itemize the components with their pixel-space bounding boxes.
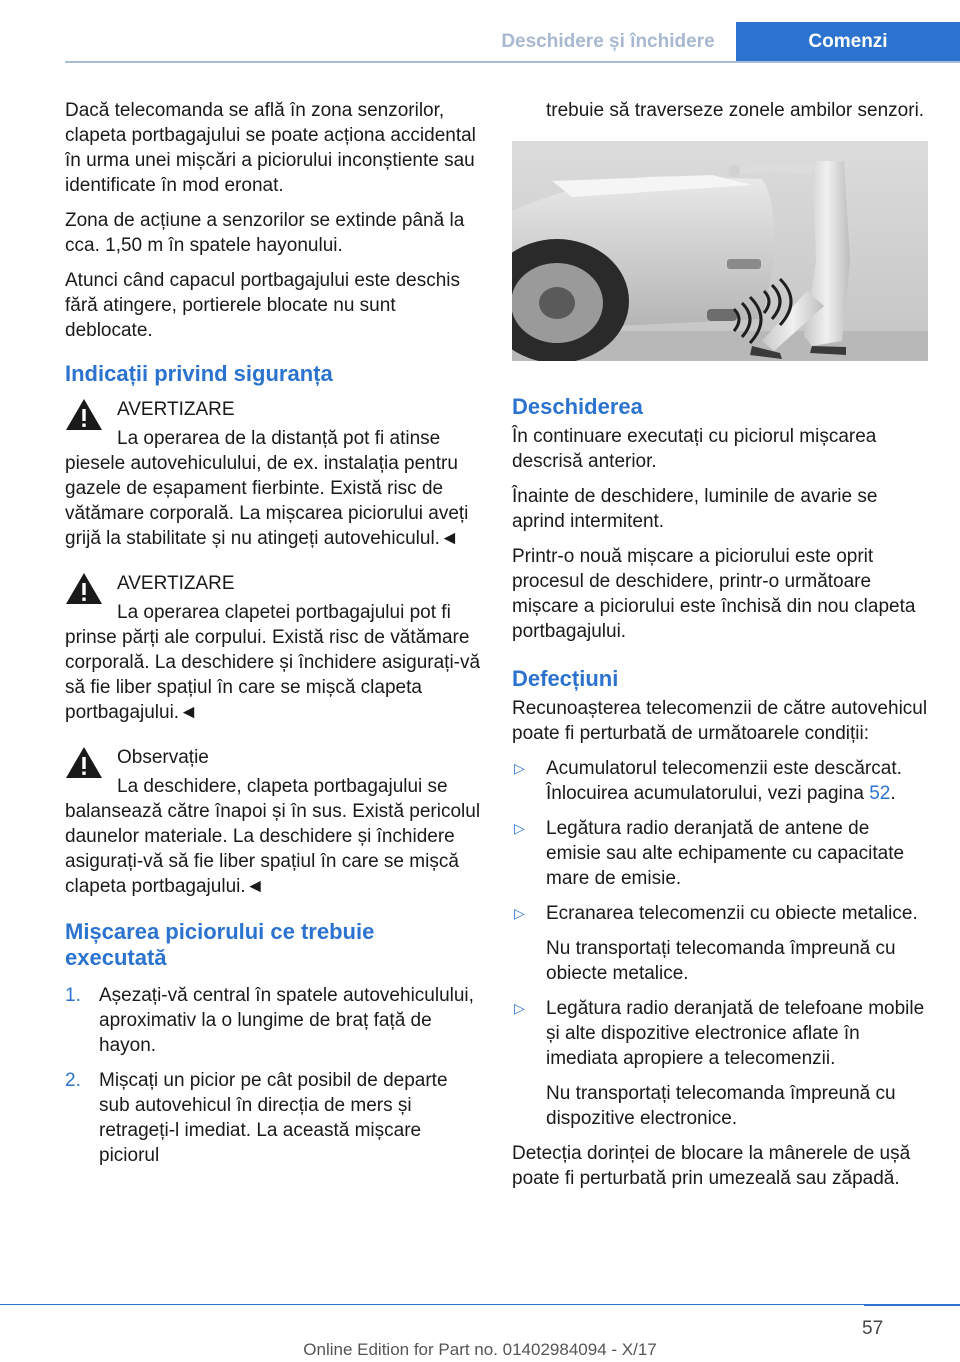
warning-label: AVERTIZARE bbox=[117, 573, 235, 594]
header-section-title: Deschidere și închidere bbox=[501, 31, 715, 52]
paragraph: Printr-o nouă mișcare a piciorului este oprit procesul de deschidere, printr-o următoare mișcare a piciorului este închisă din nou clapeta portbagajului. bbox=[512, 546, 916, 642]
warning-triangle-icon bbox=[65, 571, 103, 605]
heading-foot-motion: Mișcarea piciorului ce trebuie executată bbox=[65, 919, 375, 970]
bullet-text: Ecranarea telecomenzii cu obiecte metalice. bbox=[546, 903, 918, 924]
warning-triangle-icon bbox=[65, 745, 103, 779]
warning-triangle-icon bbox=[65, 397, 103, 431]
left-column bbox=[65, 98, 481, 1178]
warning-text: La operarea de la distanță pot fi atinse piesele autovehiculului, de ex. instalația pentru gazele de eșapament fierbinte. Există risc de vătămare corporală. La mișcarea piciorului aveți grijă la stabilitate și nu atingeți autovehiculul.◄ bbox=[65, 428, 469, 549]
header-chapter-tab: Comenzi bbox=[736, 22, 960, 62]
steps-list bbox=[65, 983, 481, 1168]
bullet-text: Acumulatorul telecomenzii este descărcat. Înlocuirea acumulatorului, vezi pagina bbox=[546, 758, 902, 804]
edition-note: Online Edition for Part no. 01402984094 - X/17 bbox=[303, 1340, 657, 1359]
bullet-subtext: Nu transportați telecomanda împreună cu obiecte metalice. bbox=[546, 938, 896, 984]
notice-block bbox=[65, 745, 481, 899]
heading-opening: Deschiderea bbox=[512, 394, 643, 419]
fault-list bbox=[512, 756, 928, 926]
list-item bbox=[512, 901, 928, 926]
footer-rule-accent bbox=[864, 1304, 960, 1306]
step-number: 1. bbox=[65, 985, 81, 1006]
paragraph: Atunci când capacul portbagajului este deschis fără atingere, portierele blocate nu sunt deblocate. bbox=[65, 270, 461, 341]
warning-block bbox=[65, 571, 481, 725]
notice-label: Observație bbox=[117, 747, 209, 768]
bullet-triangle-icon: ▷ bbox=[514, 1000, 525, 1016]
list-item bbox=[65, 983, 481, 1058]
step-number: 2. bbox=[65, 1070, 81, 1091]
warning-label: AVERTIZARE bbox=[117, 399, 235, 420]
paragraph: Dacă telecomanda se află în zona senzorilor, clapeta portbagajului se poate acționa accidental în urma unei mișcări a piciorului inconștiente sau identificate în mod eronat. bbox=[65, 100, 476, 196]
heading-faults: Defecțiuni bbox=[512, 666, 619, 691]
list-item bbox=[512, 756, 928, 806]
bullet-subtext: Nu transportați telecomanda împreună cu dispozitive electronice. bbox=[546, 1083, 896, 1129]
bullet-text: Legătura radio deranjată de antene de emisie sau alte echipamente cu capacitate mare de emisie. bbox=[546, 818, 905, 889]
paragraph: Zona de acțiune a senzorilor se extinde până la cca. 1,50 m în spatele hayonului. bbox=[65, 210, 465, 256]
foot-gesture-illustration bbox=[512, 141, 928, 361]
bullet-triangle-icon: ▷ bbox=[514, 820, 525, 836]
step-text: Așezați-vă central în spatele autovehiculului, aproximativ la o lungime de braț față de hayon. bbox=[99, 985, 474, 1056]
step-text: Mișcați un picior pe cât posibil de departe sub autovehicul în direcția de mers și retrageți-l imediat. La această mișcare piciorul bbox=[99, 1070, 448, 1166]
bullet-text-end: . bbox=[890, 783, 896, 804]
paragraph: În continuare executați cu piciorul mișcarea descrisă anterior. bbox=[512, 426, 877, 472]
paragraph: Detecția dorinței de blocare la mânerele de ușă poate fi perturbată prin umezeală sau zăpadă. bbox=[512, 1143, 911, 1189]
warning-block bbox=[65, 397, 481, 551]
bullet-triangle-icon: ▷ bbox=[514, 905, 525, 921]
paragraph: Recunoașterea telecomenzii de către autovehicul poate fi perturbată de următoarele condiții: bbox=[512, 698, 928, 744]
page-link[interactable]: 52 bbox=[869, 783, 891, 804]
bullet-text: Legătura radio deranjată de telefoane mobile și alte dispozitive electronice aflate în imediata apropiere a telecomenzii. bbox=[546, 998, 925, 1069]
header-rule bbox=[65, 61, 960, 63]
heading-safety: Indicații privind siguranța bbox=[65, 361, 333, 386]
bullet-triangle-icon: ▷ bbox=[514, 760, 525, 776]
list-item bbox=[65, 1068, 481, 1168]
list-item bbox=[512, 996, 928, 1071]
page-number: 57 bbox=[862, 1318, 884, 1339]
fault-list-continued bbox=[512, 996, 928, 1071]
notice-text: La deschidere, clapeta portbagajului se balansează către înapoi și în sus. Există pericolul daunelor materiale. La deschidere și închidere asigurați-vă să fie liber spațiul în care se mișcă clapeta portbagajului.◄ bbox=[65, 776, 481, 897]
step-continuation: trebuie să traverseze zonele ambilor senzori. bbox=[546, 100, 925, 121]
warning-text: La operarea clapetei portbagajului pot fi prinse părți ale corpului. Există risc de vătămare corporală. La deschidere și închidere asigurați-vă să fie liber spațiul în care se mișcă clapeta portbagajului.◄ bbox=[65, 602, 481, 723]
paragraph: Înainte de deschidere, luminile de avarie se aprind intermitent. bbox=[512, 486, 878, 532]
list-item bbox=[512, 816, 928, 891]
right-column bbox=[512, 98, 928, 1201]
footer-rule bbox=[0, 1304, 960, 1305]
